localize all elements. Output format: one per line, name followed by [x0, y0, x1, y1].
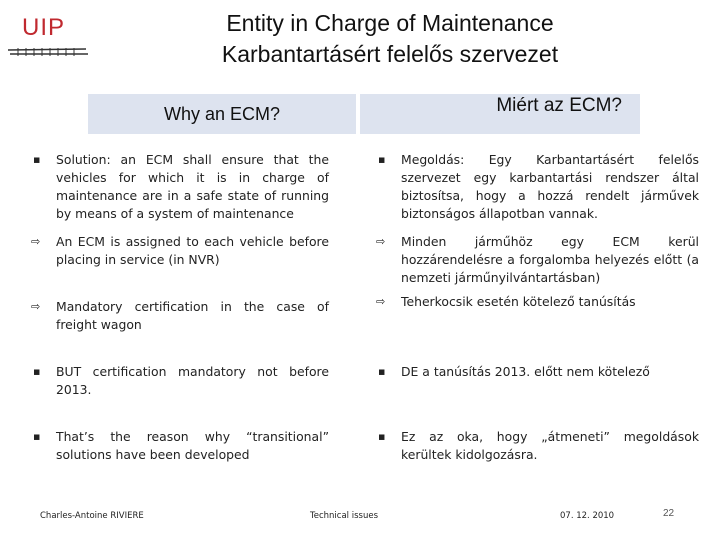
left-item-1: Solution: an ECM shall ensure that the vehicles for which it is in charge of maintenance are in a safe state of running by means of a system of maintenance	[56, 152, 329, 221]
left-item-5: That’s the reason why “transitional” solutions have been developed	[56, 429, 329, 462]
left-column-header	[88, 94, 356, 134]
right-item-1: Megoldás: Egy Karbantartásért felelős szervezet egy karbantartási rendszer által biztosítsa, hogy a hozzá rendelt járművek biztonságos állapotban vannak.	[401, 152, 699, 221]
square-bullet-icon: ▪	[378, 365, 386, 378]
arrow-bullet-icon: ⇨	[31, 235, 41, 248]
right-item-2: Minden járműhöz egy ECM kerül hozzárendelésre a forgalomba helyezés előtt (a nemzeti járműnyilvántartásban)	[401, 234, 699, 285]
title-line-hungarian: Karbantartásért felelős szervezet	[221, 41, 559, 67]
square-bullet-icon: ▪	[33, 365, 41, 378]
footer-date: 07. 12. 2010	[560, 511, 615, 521]
square-bullet-icon: ▪	[33, 430, 41, 443]
right-item-3: Teherkocsik esetén kötelező tanúsítás	[401, 294, 636, 309]
right-header-label: Miért az ECM?	[496, 95, 622, 116]
square-bullet-icon: ▪	[378, 430, 386, 443]
title-line-english: Entity in Charge of Maintenance	[226, 10, 554, 36]
page-number: 22	[663, 508, 675, 519]
left-item-2: An ECM is assigned to each vehicle before placing in service (in NVR)	[56, 234, 329, 267]
right-item-4: DE a tanúsítás 2013. előtt nem kötelező	[401, 364, 650, 379]
left-header-label: Why an ECM?	[163, 103, 281, 124]
right-item-5: Ez az oka, hogy „átmeneti” megoldások kerültek kidolgozásra.	[401, 429, 699, 462]
square-bullet-icon: ▪	[378, 153, 386, 166]
arrow-bullet-icon: ⇨	[376, 295, 386, 308]
footer-author: Charles-Antoine RIVIERE	[40, 511, 144, 521]
arrow-bullet-icon: ⇨	[376, 235, 386, 248]
square-bullet-icon: ▪	[33, 153, 41, 166]
arrow-bullet-icon: ⇨	[31, 300, 41, 313]
right-column-header	[360, 94, 640, 134]
slide-title	[150, 8, 630, 70]
logo-text: UIP	[22, 14, 66, 41]
left-item-3: Mandatory certification in the case of freight wagon	[56, 299, 329, 332]
rail-track-icon	[8, 46, 90, 60]
uip-logo	[8, 8, 90, 64]
footer-topic: Technical issues	[310, 511, 378, 521]
left-item-4: BUT certification mandatory not before 2013.	[56, 364, 329, 397]
